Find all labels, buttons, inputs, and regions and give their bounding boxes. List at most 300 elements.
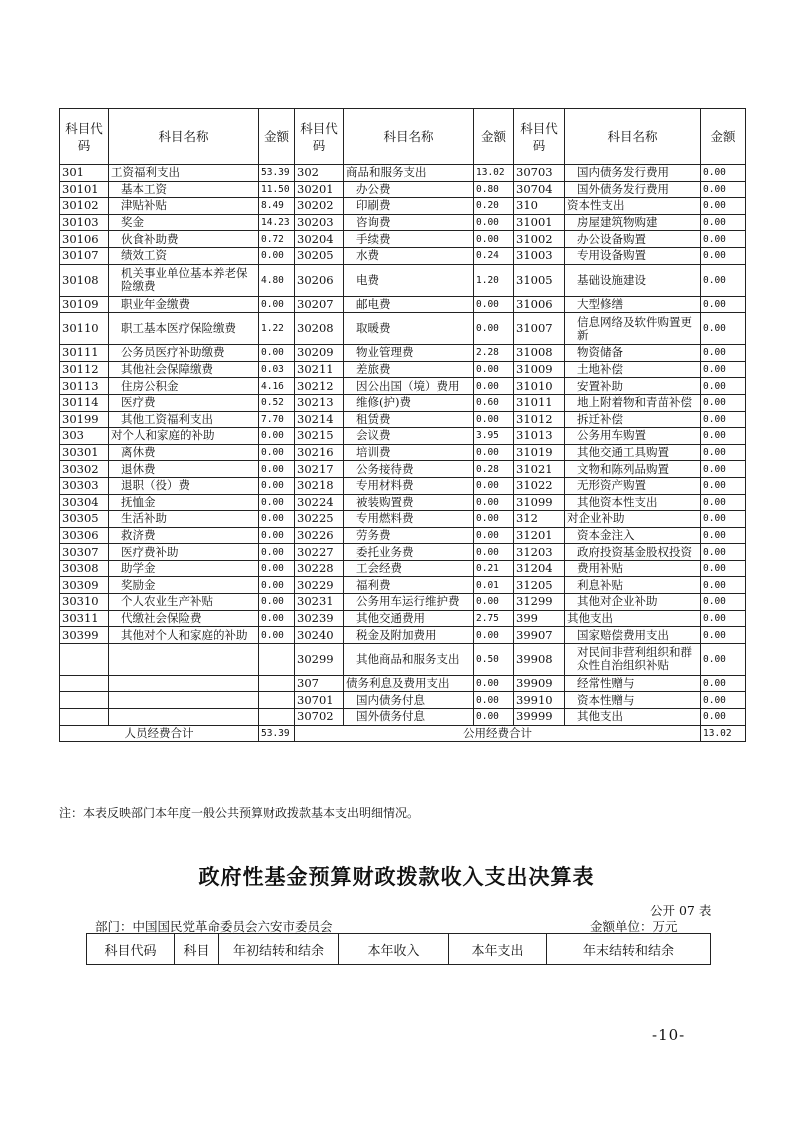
item-name: 其他支出 [565,709,701,726]
item-name: 会议费 [344,428,474,445]
public-total-value: 13.02 [701,725,746,742]
item-amount: 0.00 [259,247,295,264]
item-code: 30704 [514,181,565,198]
item-code: 30311 [60,610,109,627]
item-amount: 0.00 [474,544,514,561]
item-name: 公务员医疗补助缴费 [109,345,259,362]
table-row [60,394,746,411]
item-code: 30702 [295,709,344,726]
item-code: 31205 [514,577,565,594]
item-code: 31003 [514,247,565,264]
item-amount: 0.00 [474,511,514,528]
item-name: 文物和陈列品购置 [565,461,701,478]
item-amount: 0.00 [474,231,514,248]
table-row [60,198,746,215]
item-name: 公务用车购置 [565,428,701,445]
item-amount: 0.00 [701,165,746,182]
table-row [60,461,746,478]
item-amount: 0.00 [474,627,514,644]
item-name: 职业年金缴费 [109,296,259,313]
item-name: 办公设备购置 [565,231,701,248]
item-name: 对民间非营利组织和群众性自治组织补贴 [565,643,701,675]
item-name: 其他资本性支出 [565,494,701,511]
page-number: -10- [652,1026,686,1044]
item-code: 39910 [514,692,565,709]
item-name: 被装购置费 [344,494,474,511]
item-code: 30703 [514,165,565,182]
item-code: 31022 [514,477,565,494]
item-code: 30208 [295,313,344,345]
item-name: 培训费 [344,444,474,461]
item-name: 生活补助 [109,511,259,528]
header-name: 科目名称 [344,109,474,165]
item-name: 医疗费补助 [109,544,259,561]
item-name: 租赁费 [344,411,474,428]
fund-header-subject: 科目 [175,934,219,965]
item-amount: 13.02 [474,165,514,182]
item-name: 劳务费 [344,527,474,544]
item-amount: 0.00 [474,692,514,709]
item-amount: 0.00 [701,511,746,528]
item-code: 30213 [295,394,344,411]
table-row [60,264,746,296]
item-code: 30307 [60,544,109,561]
department-label: 部门：中国国民党革命委员会六安市委员会 [95,919,333,934]
item-name: 国外债务发行费用 [565,181,701,198]
item-code: 39909 [514,675,565,692]
item-code: 30209 [295,345,344,362]
item-name: 其他商品和服务支出 [344,643,474,675]
item-amount: 0.00 [701,181,746,198]
item-name: 取暖费 [344,313,474,345]
item-code [60,643,109,675]
item-name: 国内债务发行费用 [565,165,701,182]
item-code: 302 [295,165,344,182]
item-amount [259,643,295,675]
table-row [60,560,746,577]
item-name: 津贴补贴 [109,198,259,215]
totals-row [60,725,746,742]
item-amount: 0.00 [701,264,746,296]
item-code: 30112 [60,361,109,378]
item-code: 30701 [295,692,344,709]
item-code: 31001 [514,214,565,231]
table-row [60,181,746,198]
item-name: 伙食补助费 [109,231,259,248]
item-amount: 0.00 [701,560,746,577]
item-amount: 0.28 [474,461,514,478]
header-name: 科目名称 [565,109,701,165]
item-code: 30206 [295,264,344,296]
item-name: 福利费 [344,577,474,594]
item-code: 30207 [295,296,344,313]
item-code: 31204 [514,560,565,577]
fund-header-closing-balance: 年末结转和结余 [547,934,711,965]
table-row [60,444,746,461]
form-number: 公开 07 表 [650,903,712,918]
header-code: 科目代码 [60,109,109,165]
item-code: 30306 [60,527,109,544]
item-code: 30301 [60,444,109,461]
item-name: 奖金 [109,214,259,231]
item-code: 30214 [295,411,344,428]
item-amount: 4.16 [259,378,295,395]
table-row [60,610,746,627]
item-name: 专用设备购置 [565,247,701,264]
item-name: 利息补贴 [565,577,701,594]
item-code: 31010 [514,378,565,395]
item-name: 住房公积金 [109,378,259,395]
fund-header-opening-balance: 年初结转和结余 [219,934,339,965]
basic-expenditure-detail-table [59,108,746,742]
item-code: 30202 [295,198,344,215]
item-amount [259,709,295,726]
table-row [60,511,746,528]
item-code: 30228 [295,560,344,577]
item-name: 其他交通工具购置 [565,444,701,461]
item-name: 无形资产购置 [565,477,701,494]
item-amount: 0.00 [259,577,295,594]
table-row [60,214,746,231]
item-code: 39907 [514,627,565,644]
item-name: 公务接待费 [344,461,474,478]
item-name: 奖励金 [109,577,259,594]
item-code: 31203 [514,544,565,561]
item-name: 政府投资基金股权投资 [565,544,701,561]
table-note: 注：本表反映部门本年度一般公共预算财政拨款基本支出明细情况。 [59,806,420,820]
item-code: 39999 [514,709,565,726]
item-code: 30216 [295,444,344,461]
item-code: 30215 [295,428,344,445]
item-amount: 0.00 [701,675,746,692]
personnel-total-value: 53.39 [259,725,295,742]
item-code: 30304 [60,494,109,511]
item-name: 邮电费 [344,296,474,313]
item-code: 303 [60,428,109,445]
item-amount: 0.00 [701,231,746,248]
item-code: 30226 [295,527,344,544]
item-name: 其他社会保障缴费 [109,361,259,378]
item-amount: 0.00 [474,594,514,611]
item-code: 30227 [295,544,344,561]
item-code: 30231 [295,594,344,611]
header-amount: 金额 [701,109,746,165]
item-amount: 0.00 [259,610,295,627]
item-name: 工会经费 [344,560,474,577]
item-code: 31009 [514,361,565,378]
item-amount: 0.00 [701,378,746,395]
item-name: 维修(护)费 [344,394,474,411]
item-name: 职工基本医疗保险缴费 [109,313,259,345]
item-name: 大型修缮 [565,296,701,313]
item-name: 债务利息及费用支出 [344,675,474,692]
item-code: 30310 [60,594,109,611]
item-code: 30205 [295,247,344,264]
item-amount: 0.00 [259,428,295,445]
item-code: 301 [60,165,109,182]
item-amount: 0.00 [701,428,746,445]
item-code [60,692,109,709]
item-amount: 0.80 [474,181,514,198]
item-code: 31099 [514,494,565,511]
item-amount: 0.00 [701,444,746,461]
table-row [60,527,746,544]
item-code: 31012 [514,411,565,428]
item-name: 土地补偿 [565,361,701,378]
item-amount: 0.00 [259,477,295,494]
section-title: 政府性基金预算财政拨款收入支出决算表 [198,865,595,889]
item-code: 30101 [60,181,109,198]
item-amount: 0.00 [474,313,514,345]
item-amount: 0.01 [474,577,514,594]
item-amount: 0.00 [701,527,746,544]
item-amount: 0.21 [474,560,514,577]
item-amount: 1.22 [259,313,295,345]
item-name: 国内债务付息 [344,692,474,709]
item-amount: 0.52 [259,394,295,411]
table-row [60,627,746,644]
table-row [60,428,746,445]
item-name: 房屋建筑物购建 [565,214,701,231]
item-amount: 0.00 [701,577,746,594]
item-name: 代缴社会保险费 [109,610,259,627]
item-name: 地上附着物和青苗补偿 [565,394,701,411]
item-code: 30229 [295,577,344,594]
item-name: 差旅费 [344,361,474,378]
item-code: 31002 [514,231,565,248]
item-name: 拆迁补偿 [565,411,701,428]
item-amount: 14.23 [259,214,295,231]
item-code: 30302 [60,461,109,478]
item-name: 公务用车运行维护费 [344,594,474,611]
item-amount: 0.00 [701,627,746,644]
item-code: 30309 [60,577,109,594]
table-row [60,675,746,692]
item-name: 其他对企业补助 [565,594,701,611]
item-name: 国家赔偿费用支出 [565,627,701,644]
item-name [109,643,259,675]
item-amount: 0.00 [474,527,514,544]
table-row [60,313,746,345]
item-amount: 7.70 [259,411,295,428]
item-amount: 0.00 [474,444,514,461]
item-code: 30107 [60,247,109,264]
item-amount: 0.03 [259,361,295,378]
item-name: 退职（役）费 [109,477,259,494]
item-name: 其他对个人和家庭的补助 [109,627,259,644]
item-name: 其他工资福利支出 [109,411,259,428]
table-row [60,494,746,511]
item-amount: 0.00 [701,296,746,313]
item-amount [259,692,295,709]
amount-unit-label: 金额单位：万元 [590,919,678,934]
table-row [60,231,746,248]
item-amount: 8.49 [259,198,295,215]
item-amount: 53.39 [259,165,295,182]
table-row [60,577,746,594]
table-row [60,709,746,726]
item-amount: 4.80 [259,264,295,296]
table-row [60,594,746,611]
table-row [60,247,746,264]
item-code: 30299 [295,643,344,675]
fund-header-expenditure: 本年支出 [449,934,547,965]
item-amount: 0.00 [701,494,746,511]
item-name: 商品和服务支出 [344,165,474,182]
item-name: 机关事业单位基本养老保险缴费 [109,264,259,296]
table-row [60,378,746,395]
item-name: 退休费 [109,461,259,478]
item-amount: 0.00 [474,675,514,692]
item-name: 医疗费 [109,394,259,411]
item-name: 资本金注入 [565,527,701,544]
table-row [60,345,746,362]
item-amount: 0.72 [259,231,295,248]
item-amount: 0.00 [259,461,295,478]
item-amount: 3.95 [474,428,514,445]
item-amount: 0.00 [474,477,514,494]
item-name: 因公出国（境）费用 [344,378,474,395]
item-name: 其他交通费用 [344,610,474,627]
item-name: 经常性赠与 [565,675,701,692]
item-amount: 0.00 [701,214,746,231]
item-code: 307 [295,675,344,692]
item-code: 30204 [295,231,344,248]
item-name: 对个人和家庭的补助 [109,428,259,445]
item-name: 税金及附加费用 [344,627,474,644]
item-amount: 0.00 [474,494,514,511]
item-name: 资本性赠与 [565,692,701,709]
item-code: 312 [514,511,565,528]
item-code: 310 [514,198,565,215]
item-amount: 0.00 [259,527,295,544]
item-amount: 0.00 [701,709,746,726]
item-amount: 0.00 [701,411,746,428]
item-code: 30240 [295,627,344,644]
item-amount: 0.00 [259,345,295,362]
item-name: 手续费 [344,231,474,248]
item-code: 30201 [295,181,344,198]
item-name: 专用燃料费 [344,511,474,528]
table-row [60,165,746,182]
item-amount: 0.00 [474,361,514,378]
item-code: 30305 [60,511,109,528]
table-row [60,477,746,494]
item-amount: 0.00 [701,461,746,478]
item-amount: 0.00 [259,594,295,611]
item-amount: 0.00 [474,214,514,231]
item-name: 离休费 [109,444,259,461]
table-header-row [60,109,746,165]
item-name: 抚恤金 [109,494,259,511]
item-amount: 0.24 [474,247,514,264]
item-code: 30108 [60,264,109,296]
item-name: 专用材料费 [344,477,474,494]
item-amount: 2.75 [474,610,514,627]
item-name: 对企业补助 [565,511,701,528]
item-name: 印刷费 [344,198,474,215]
item-name: 工资福利支出 [109,165,259,182]
item-name: 绩效工资 [109,247,259,264]
item-amount: 0.00 [474,296,514,313]
item-amount: 0.00 [701,643,746,675]
item-amount: 0.00 [259,494,295,511]
table-row [60,361,746,378]
item-code: 30224 [295,494,344,511]
item-name: 基础设施建设 [565,264,701,296]
item-code: 30217 [295,461,344,478]
item-amount: 0.60 [474,394,514,411]
item-amount: 0.00 [701,247,746,264]
item-name: 基本工资 [109,181,259,198]
item-name: 物资储备 [565,345,701,362]
item-code: 30218 [295,477,344,494]
item-amount: 0.00 [259,444,295,461]
item-name: 个人农业生产补贴 [109,594,259,611]
item-amount: 0.00 [259,627,295,644]
item-code: 31013 [514,428,565,445]
item-code: 30102 [60,198,109,215]
item-code: 31006 [514,296,565,313]
item-name [109,709,259,726]
item-code: 31201 [514,527,565,544]
item-code: 30106 [60,231,109,248]
item-code: 30111 [60,345,109,362]
item-name: 国外债务付息 [344,709,474,726]
public-total-label: 公用经费合计 [295,725,701,742]
item-code: 30211 [295,361,344,378]
item-amount: 0.00 [701,394,746,411]
item-name: 办公费 [344,181,474,198]
item-amount: 0.00 [474,709,514,726]
header-code: 科目代码 [514,109,565,165]
item-code: 31019 [514,444,565,461]
item-name: 电费 [344,264,474,296]
header-amount: 金额 [259,109,295,165]
item-amount: 11.50 [259,181,295,198]
item-code: 39908 [514,643,565,675]
item-name: 救济费 [109,527,259,544]
table-row [60,544,746,561]
item-code [60,709,109,726]
personnel-total-label: 人员经费合计 [60,725,259,742]
item-amount: 0.00 [701,361,746,378]
item-name: 咨询费 [344,214,474,231]
item-name [109,675,259,692]
fund-header-income: 本年收入 [339,934,449,965]
item-name: 资本性支出 [565,198,701,215]
item-amount: 0.00 [701,198,746,215]
item-name: 委托业务费 [344,544,474,561]
item-amount: 0.00 [701,610,746,627]
item-amount: 0.00 [701,544,746,561]
item-amount: 0.00 [259,560,295,577]
item-code: 30110 [60,313,109,345]
header-code: 科目代码 [295,109,344,165]
table-row [60,296,746,313]
item-name: 其他支出 [565,610,701,627]
item-code: 399 [514,610,565,627]
item-name: 物业管理费 [344,345,474,362]
item-amount: 0.00 [701,692,746,709]
item-code: 31008 [514,345,565,362]
table-row [60,643,746,675]
item-name: 助学金 [109,560,259,577]
header-amount: 金额 [474,109,514,165]
item-name: 水费 [344,247,474,264]
item-amount: 0.00 [701,345,746,362]
item-code: 30109 [60,296,109,313]
